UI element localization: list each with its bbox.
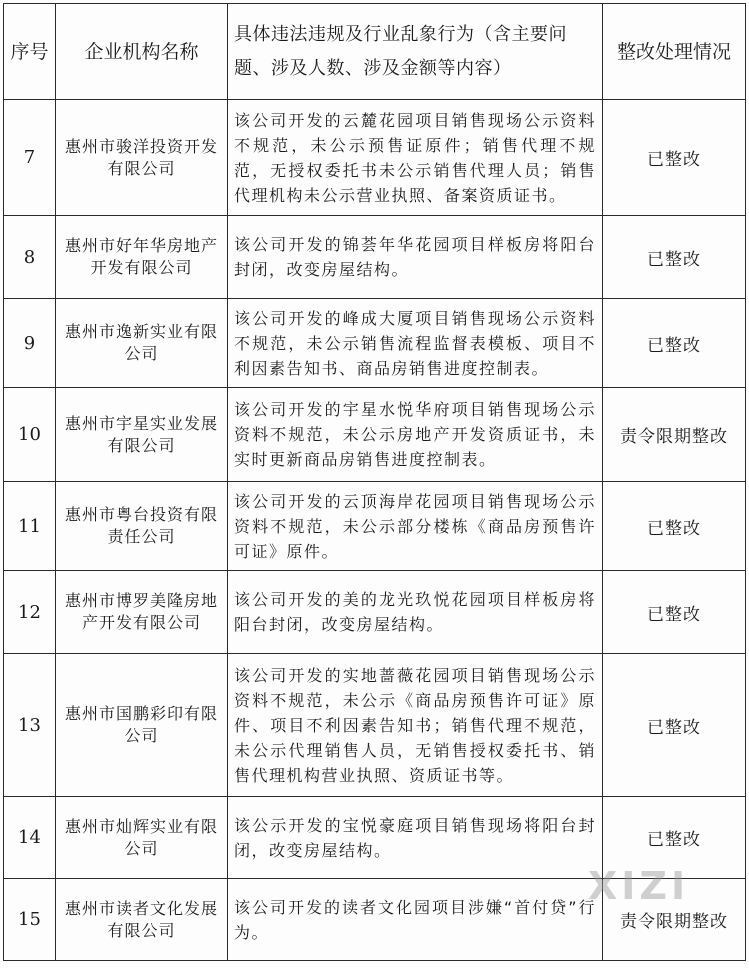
row-issue: 该公示开发的宝悦豪庭项目销售现场将阳台封闭，改变房屋结构。: [228, 797, 603, 879]
row-issue: 该公司开发的云顶海岸花园项目销售现场公示资料不规范，未公示部分楼栋《商品房预售许可证》原件。: [228, 482, 603, 571]
row-status: 责令限期整改: [603, 388, 746, 482]
row-status: 已整改: [603, 797, 746, 879]
violations-table: [3, 3, 746, 961]
row-issue: 该公司开发的美的龙光玖悦花园项目样板房将阳台封闭，改变房屋结构。: [228, 571, 603, 654]
row-issue: 该公司开发的实地蔷薇花园项目销售现场公示资料不规范，未公示《商品房预售许可证》原件、项目不利因素告知书；销售代理不规范，未公示代理销售人员，无销售授权委托书、销售代理机构营业执照、资质证书等。: [228, 654, 603, 797]
table-header-row: [4, 4, 746, 100]
row-status: 已整改: [603, 216, 746, 299]
row-seq: 8: [4, 216, 56, 299]
row-company: 惠州市国鹏彩印有限公司: [56, 654, 228, 797]
row-issue: 该公司开发的云麓花园项目销售现场公示资料不规范，未公示预售证原件；销售代理不规范，无授权委托书未公示销售代理人员；销售代理机构未公示营业执照、备案资质证书。: [228, 100, 603, 216]
row-seq: 15: [4, 879, 56, 961]
row-seq: 12: [4, 571, 56, 654]
row-company: 惠州市读者文化发展有限公司: [56, 879, 228, 961]
table-row: [4, 482, 746, 571]
table-row: [4, 216, 746, 299]
header-issues: 具体违法违规及行业乱象行为（含主要问题、涉及人数、涉及金额等内容）: [228, 4, 603, 100]
row-issue: 该公司开发的读者文化园项目涉嫌“首付贷”行为。: [228, 879, 603, 961]
row-company: 惠州市骏洋投资开发有限公司: [56, 100, 228, 216]
row-company: 惠州市逸新实业有限公司: [56, 299, 228, 388]
row-status: 已整改: [603, 482, 746, 571]
row-status: 已整改: [603, 654, 746, 797]
row-issue: 该公司开发的锦荟年华花园项目样板房将阳台封闭，改变房屋结构。: [228, 216, 603, 299]
row-company: 惠州市博罗美隆房地产开发有限公司: [56, 571, 228, 654]
header-seq: 序号: [4, 4, 56, 100]
row-seq: 10: [4, 388, 56, 482]
row-status: 已整改: [603, 299, 746, 388]
table-row: [4, 100, 746, 216]
row-company: 惠州市宇星实业发展有限公司: [56, 388, 228, 482]
table-row: [4, 879, 746, 961]
row-seq: 11: [4, 482, 56, 571]
row-company: 惠州市好年华房地产开发有限公司: [56, 216, 228, 299]
row-issue: 该公司开发的峰成大厦项目销售现场公示资料不规范，未公示销售流程监督表模板、项目不利因素告知书、商品房销售进度控制表。: [228, 299, 603, 388]
row-seq: 9: [4, 299, 56, 388]
header-company: 企业机构名称: [56, 4, 228, 100]
watermark-logo: XIZI: [588, 864, 690, 908]
row-status: 已整改: [603, 100, 746, 216]
table-row: [4, 654, 746, 797]
row-company: 惠州市灿辉实业有限公司: [56, 797, 228, 879]
row-issue: 该公司开发的宇星水悦华府项目销售现场公示资料不规范，未公示房地产开发资质证书，未实时更新商品房销售进度控制表。: [228, 388, 603, 482]
row-seq: 13: [4, 654, 56, 797]
row-status: 责令限期整改: [603, 879, 746, 961]
row-company: 惠州市粤台投资有限责任公司: [56, 482, 228, 571]
table-row: [4, 797, 746, 879]
table-row: [4, 388, 746, 482]
header-status: 整改处理情况: [603, 4, 746, 100]
row-status: 已整改: [603, 571, 746, 654]
row-seq: 14: [4, 797, 56, 879]
table-row: [4, 571, 746, 654]
row-seq: 7: [4, 100, 56, 216]
table-row: [4, 299, 746, 388]
